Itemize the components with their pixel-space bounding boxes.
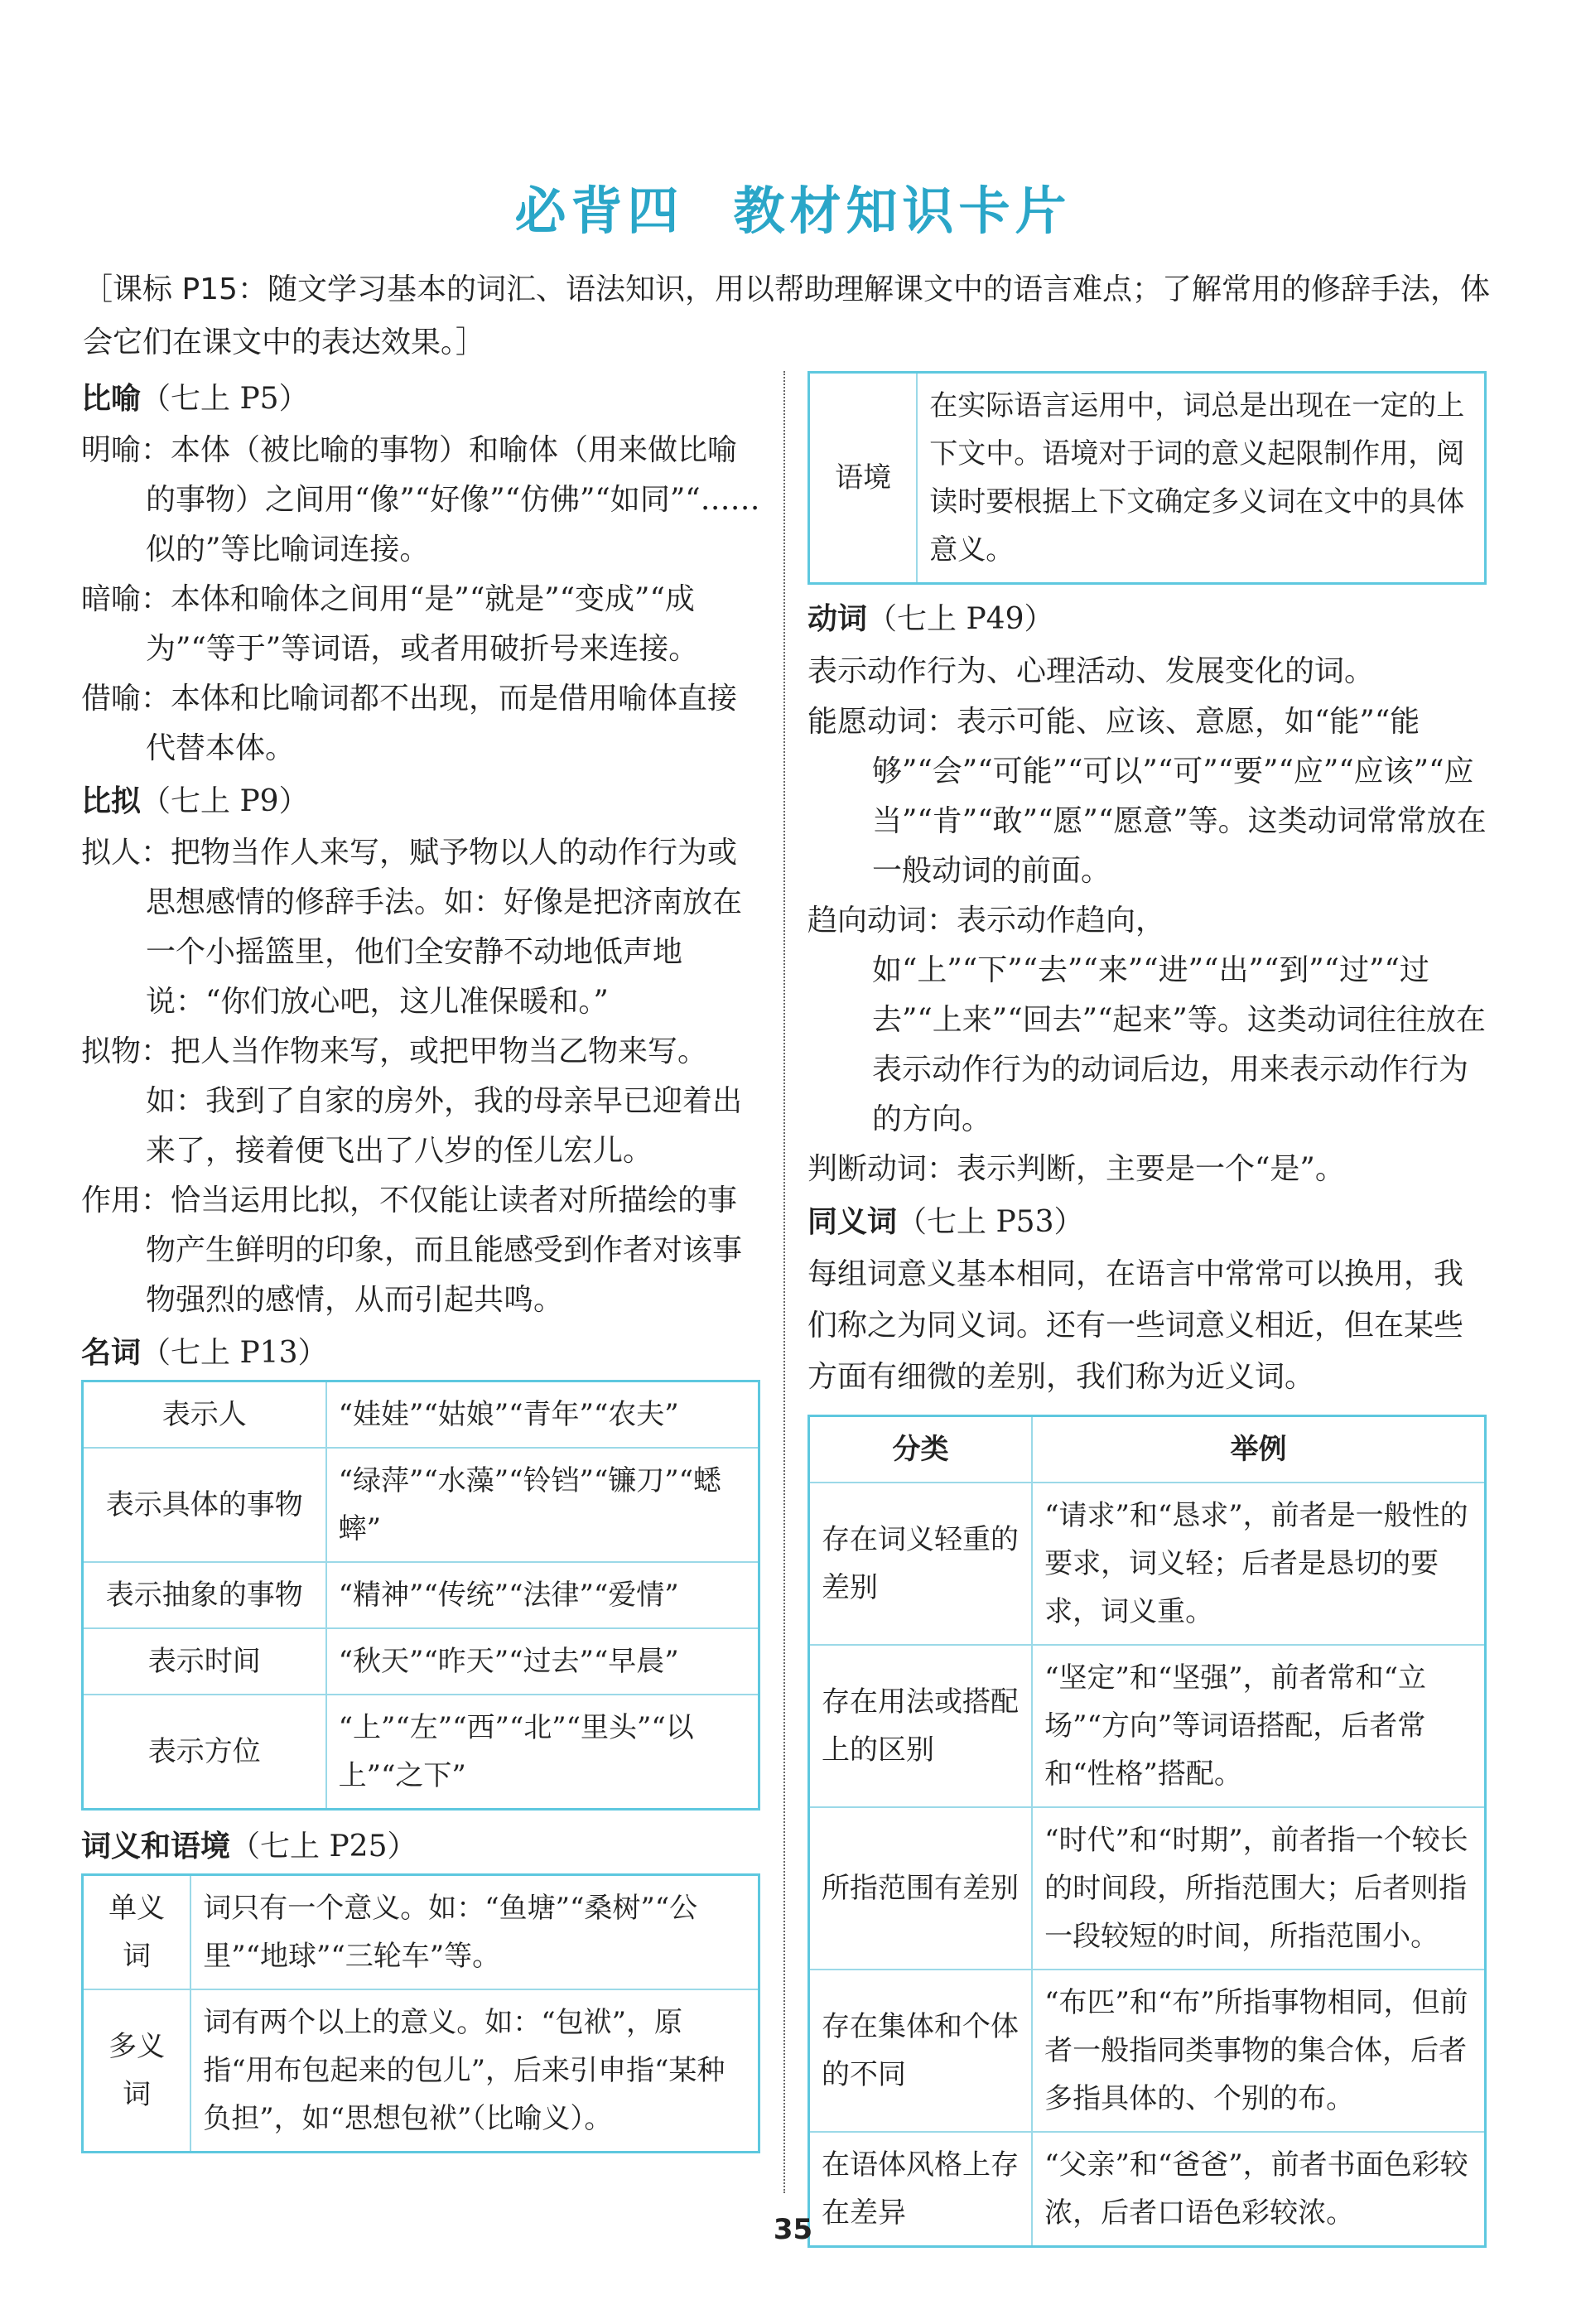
table-row: 语境 在实际语言运用中，词总是出现在一定的上下文中。语境对于词的意义起限制作用，阅读时要根据上下文确定多义词在文中的具体意义。 [809, 373, 1486, 584]
table-header-row: 分类 举例 [809, 1416, 1486, 1483]
table-row: 存在用法或搭配上的区别 “坚定”和“坚强”，前者常和“立场”“方向”等词语搭配，后者常和“性格”搭配。 [809, 1645, 1486, 1807]
right-column [807, 371, 1487, 2248]
table-row: 所指范围有差别 “时代”和“时期”，前者指一个较长的时间段，所指范围大；后者则指一段较短的时间，所指范围小。 [809, 1807, 1486, 1970]
biyu-item: 暗喻：本体和喻体之间用“是”“就是”“变成”“成为”“等于”等词语，或者用破折号来连接。 [81, 582, 699, 666]
yujing-table [807, 371, 1487, 585]
ciyi-table [81, 1873, 760, 2153]
bini-item: 拟人：把物当作人来写，赋予物以人的动作行为或思想感情的修辞手法。如：好像是把济南放在一个小摇篮里，他们全安静不动地低声地说：“你们放心吧，这儿准保暖和。” [81, 836, 743, 1019]
title-part1: 必背四 [514, 181, 684, 241]
biyu-item: 借喻：本体和比喻词都不出现，而是借用喻体直接代替本体。 [81, 682, 738, 765]
left-column [81, 371, 760, 2153]
section-heading-bini: 比拟（七上 P9） [81, 784, 309, 818]
page-number: 35 [773, 2213, 813, 2246]
page-title [0, 170, 1586, 243]
table-row: 在语体风格上存在差异 “父亲”和“爸爸”，前者书面色彩较浓，后者口语色彩较浓。 [809, 2132, 1486, 2247]
table-row: 表示抽象的事物 “精神”“传统”“法律”“爱情” [83, 1562, 759, 1628]
tongyi-table [807, 1415, 1487, 2248]
dongci-intro: 表示动作行为、心理活动、发展变化的词。 [807, 654, 1375, 688]
section-heading-ciyi: 词义和语境（七上 P25） [81, 1830, 417, 1864]
table-row: 表示时间 “秋天”“昨天”“过去”“早晨” [83, 1628, 759, 1695]
title-part2: 教材知识卡片 [733, 181, 1072, 241]
section-heading-tongyi: 同义词（七上 P53） [807, 1205, 1084, 1239]
table-row: 多义词 词有两个以上的意义。如：“包袱”，原指“用布包起来的包儿”，后来引申指“某种负担”，如“思想包袱”（比喻义）。 [83, 1989, 759, 2153]
dongci-item: 能愿动词：表示可能、应该、意愿，如“能”“能够”“会”“可能”“可以”“可”“要”“应”“应该”“应当”“肯”“敢”“愿”“愿意”等。这类动词常常放在一般动词的前面。 [807, 705, 1487, 888]
column-divider [783, 371, 785, 2193]
bini-item: 作用：恰当运用比拟，不仅能让读者对所描绘的事物产生鲜明的印象，而且能感受到作者对该事物强烈的感情，从而引起共鸣。 [81, 1184, 743, 1317]
table-row: 表示具体的事物 “绿萍”“水藻”“铃铛”“镰刀”“蟋蟀” [83, 1448, 759, 1562]
table-row: 表示方位 “上”“左”“西”“北”“里头”“以上”“之下” [83, 1695, 759, 1810]
section-heading-dongci: 动词（七上 P49） [807, 602, 1054, 636]
table-row: 存在集体和个体的不同 “布匹”和“布”所指事物相同，但前者一般指同类事物的集合体，后者多指具体的、个别的布。 [809, 1970, 1486, 2132]
tongyi-intro: 每组词意义基本相同，在语言中常常可以换用，我们称之为同义词。还有一些词意义相近，但在某些方面有细微的差别，我们称为近义词。 [807, 1257, 1464, 1394]
table-row: 存在词义轻重的差别 “请求”和“恳求”，前者是一般性的要求，词义轻；后者是恳切的要求，词义重。 [809, 1483, 1486, 1645]
curriculum-standard-note: ［课标 P15：随文学习基本的词汇、语法知识，用以帮助理解课文中的语言难点；了解常用的修辞手法，体会它们在课文中的表达效果。］ [83, 272, 1490, 359]
dongci-item: 趋向动词：表示动作趋向，如“上”“下”“去”“来”“进”“出”“到”“过”“过去”“上来”“回去”“起来”等。这类动词往往放在表示动作行为的动词后边，用来表示动作行为的方向。 [807, 904, 1486, 1136]
section-heading-mingci: 名词（七上 P13） [81, 1336, 328, 1370]
dongci-item: 判断动词：表示判断，主要是一个“是”。 [807, 1152, 1345, 1186]
bini-item: 拟物：把人当作物来写，或把甲物当乙物来写。如：我到了自家的房外，我的母亲早已迎着出来了，接着便飞出了八岁的侄儿宏儿。 [81, 1034, 743, 1168]
mingci-table [81, 1380, 760, 1811]
table-row: 单义词 词只有一个意义。如：“鱼塘”“桑树”“公里”“地球”“三轮车”等。 [83, 1875, 759, 1990]
biyu-item: 明喻：本体（被比喻的事物）和喻体（用来做比喻的事物）之间用“像”“好像”“仿佛”“如同”“……似的”等比喻词连接。 [81, 433, 760, 567]
section-heading-biyu: 比喻（七上 P5） [81, 382, 309, 416]
table-row: 表示人 “娃娃”“姑娘”“青年”“农夫” [83, 1381, 759, 1449]
